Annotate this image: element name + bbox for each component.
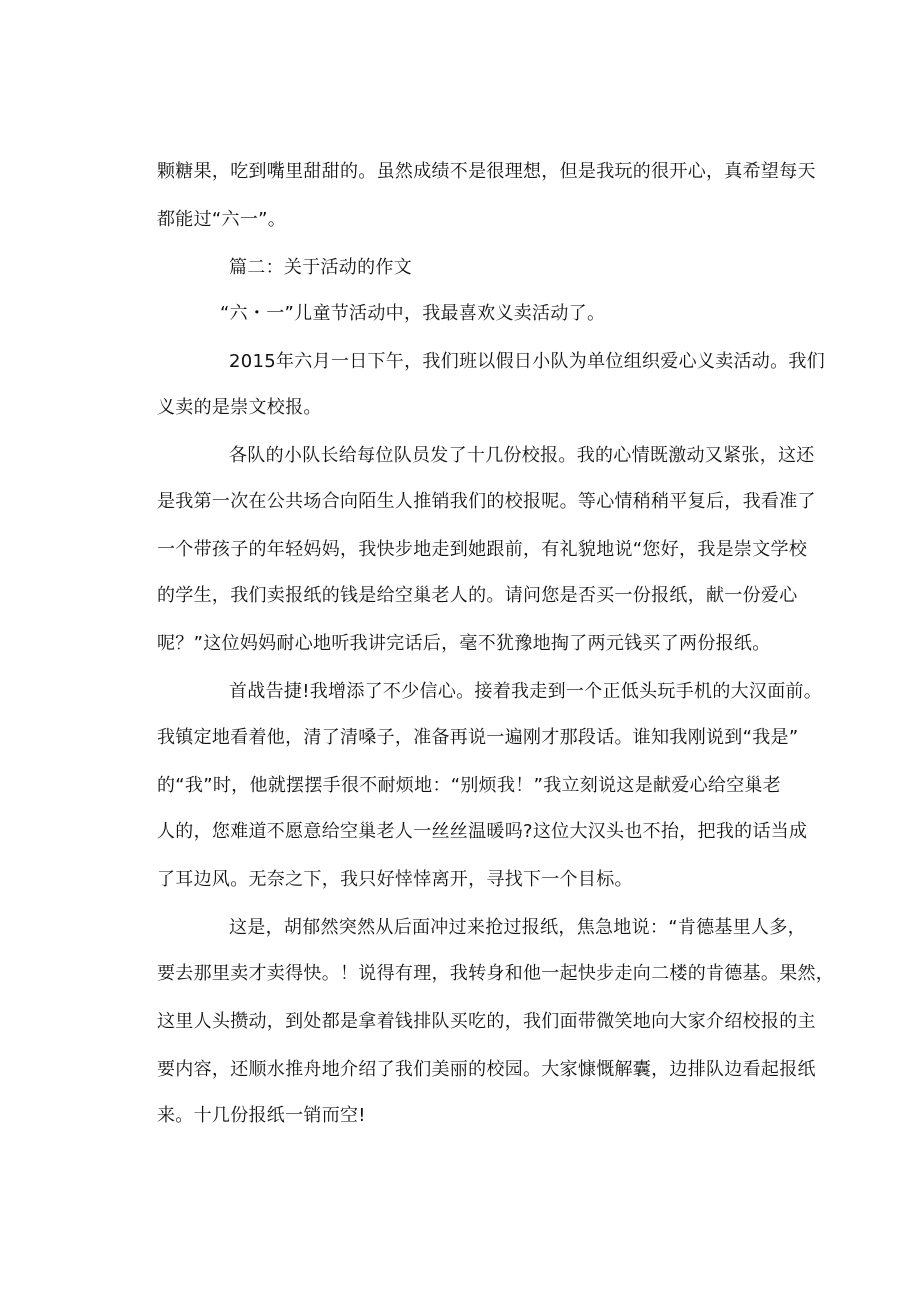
- text-line-5: 2015年六月一日下午，我们班以假日小队为单位组织爱心义卖活动。我们: [229, 351, 826, 372]
- text-line-9: 一个带孩子的年轻妈妈，我快步地走到她跟前，有礼貌地说“您好，我是崇文学校: [157, 539, 808, 560]
- text-line-13: 我镇定地看着他，清了清嗓子，准备再说一遍刚才那段话。谁知我刚说到“我是”: [157, 727, 799, 748]
- text-line-16: 了耳边风。无奈之下，我只好悻悻离开，寻找下一个目标。: [157, 869, 633, 890]
- text-line-6: 义卖的是崇文校报。: [157, 397, 322, 418]
- text-line-20: 要内容，还顺水推舟地介绍了我们美丽的校园。大家慷慨解囊，边排队边看起报纸: [157, 1059, 816, 1080]
- text-line-4: “六・一”儿童节活动中，我最喜欢义卖活动了。: [220, 303, 606, 324]
- text-line-15: 人的，您难道不愿意给空巢老人一丝丝温暖吗?这位大汉头也不抬，把我的话当成: [157, 821, 808, 842]
- text-line-17: 这是，胡郁然突然从后面冲过来抢过报纸，焦急地说：“肯德基里人多，: [229, 917, 806, 938]
- text-line-11: 呢？”这位妈妈耐心地听我讲完话后，毫不犹豫地掏了两元钱买了两份报纸。: [157, 633, 771, 654]
- text-line-10: 的学生，我们卖报纸的钱是给空巢老人的。请问您是否买一份报纸，献一份爱心: [157, 585, 798, 606]
- text-line-14: 的“我”时，他就摆摆手很不耐烦地：“别烦我！”我立刻说这是献爱心给空巢老: [157, 775, 782, 796]
- section-heading: 篇二：关于活动的作文: [229, 257, 412, 278]
- text-line-21: 来。十几份报纸一销而空!: [157, 1105, 366, 1126]
- text-line-8: 是我第一次在公共场合向陌生人推销我们的校报呢。等心情稍稍平复后，我看准了: [157, 491, 816, 512]
- text-line-19: 这里人头攒动，到处都是拿着钱排队买吃的，我们面带微笑地向大家介绍校报的主: [157, 1011, 816, 1032]
- text-line-18: 要去那里卖才卖得快。！说得有理，我转身和他一起快步走向二楼的肯德基。果然，: [157, 963, 835, 984]
- text-line-7: 各队的小队长给每位队员发了十几份校报。我的心情既激动又紧张，这还: [229, 445, 815, 466]
- text-line-12: 首战告捷!我增添了不少信心。接着我走到一个正低头玩手机的大汉面前。: [229, 681, 823, 702]
- text-line-1: 颗糖果，吃到嘴里甜甜的。虽然成绩不是很理想，但是我玩的很开心，真希望每天: [157, 161, 816, 182]
- text-line-2: 都能过“六一”。: [157, 209, 287, 230]
